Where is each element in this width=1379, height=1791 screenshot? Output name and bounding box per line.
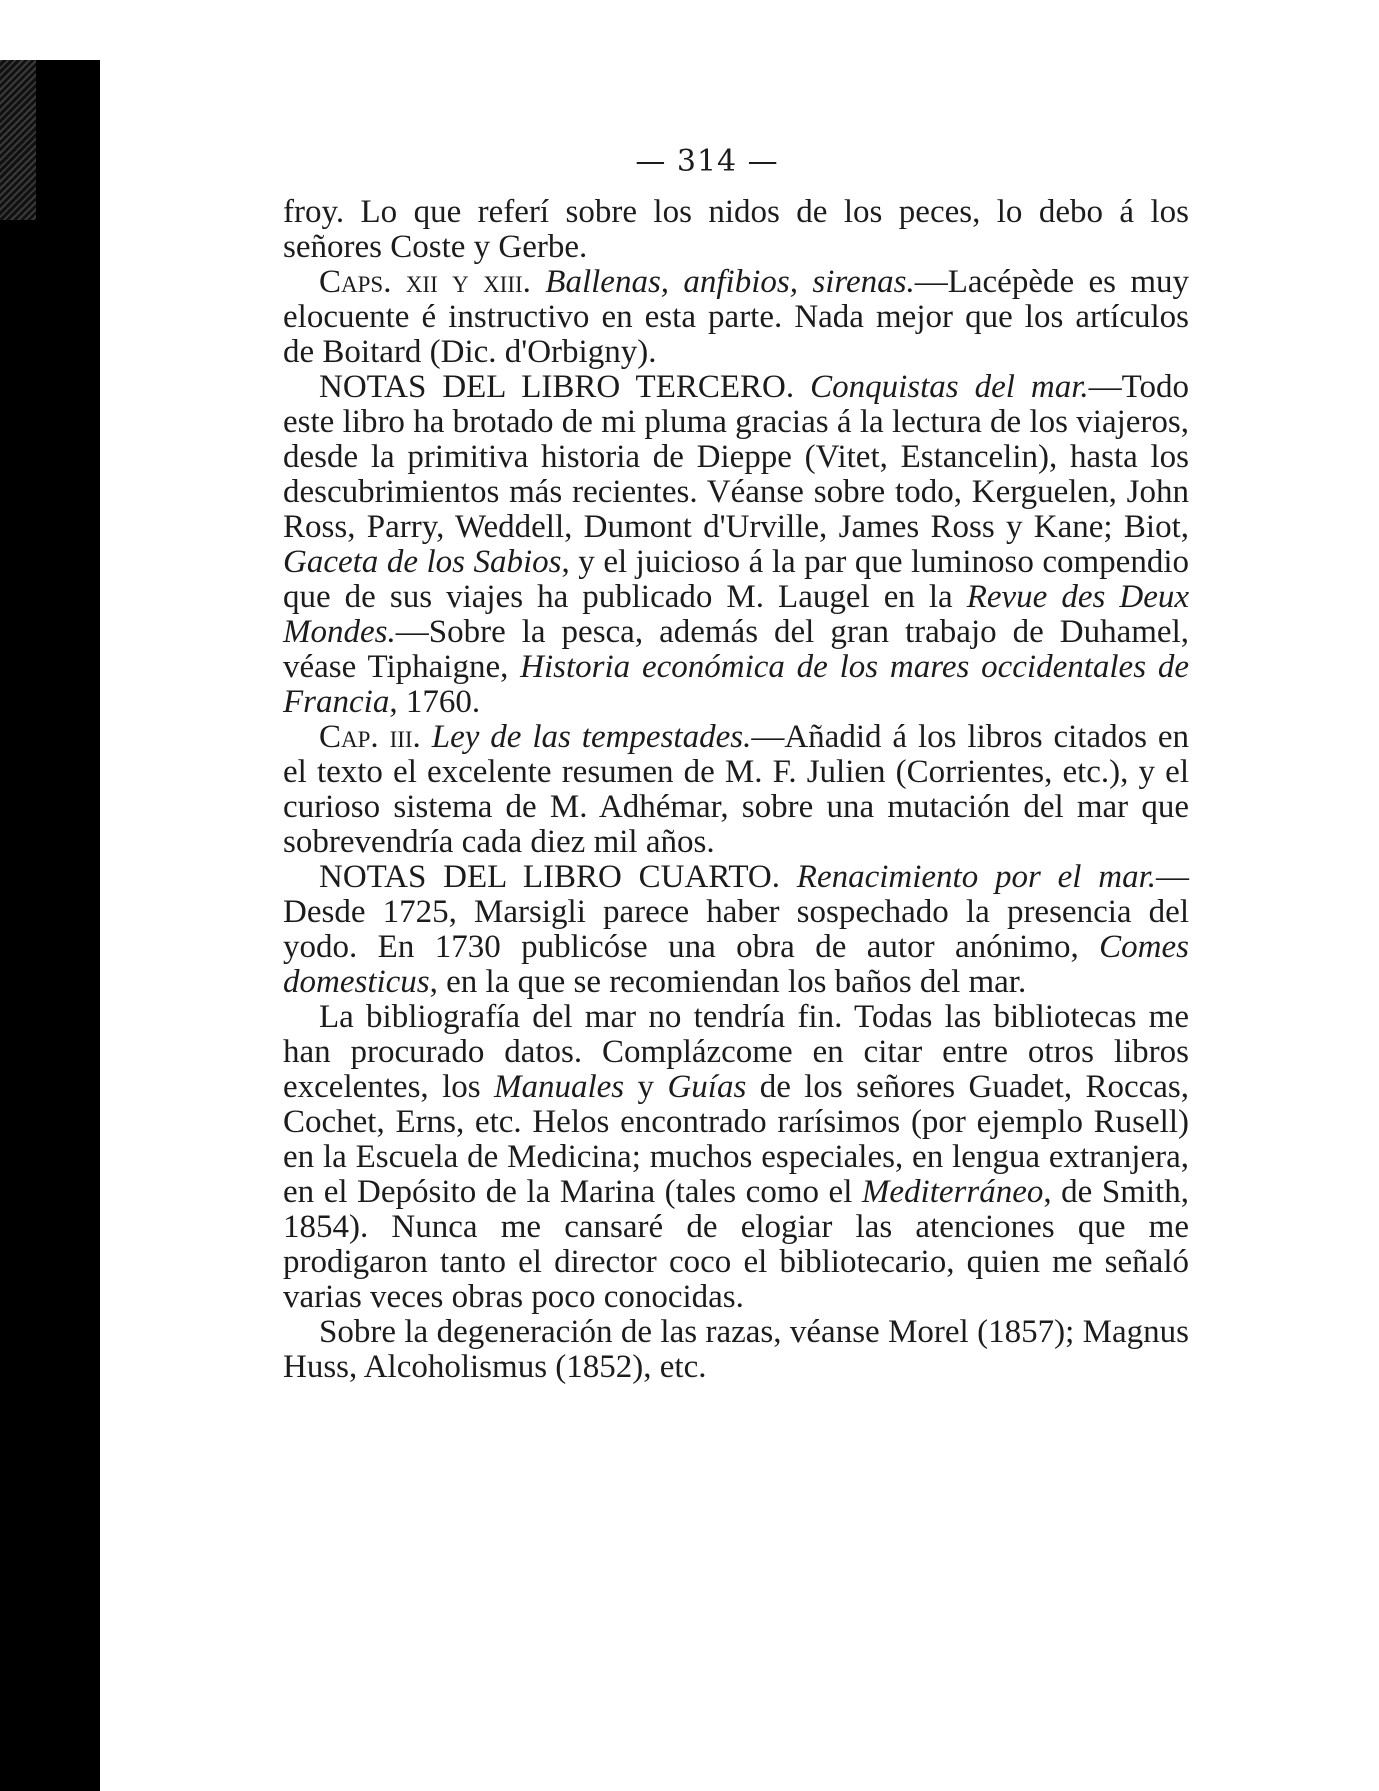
- text-run: , en la que se recomiendan los baños del mar.: [429, 964, 1027, 1000]
- text-run: Manuales: [493, 1069, 625, 1105]
- text-run: froy. Lo que referí sobre los nidos de los peces, lo debo á los señores Coste y Gerbe.: [283, 194, 1189, 265]
- paragraph-1: [283, 195, 1189, 265]
- binding-edge: [0, 60, 100, 1791]
- text-run: —Añadid á los libros citados en el texto el excelente resumen de M. F. Julien (Corrientes, etc.), y el curioso sistema de M. Adhémar, sobre una mutación del mar que sobrevendría cada diez mil años.: [283, 719, 1190, 860]
- paragraph-4: [283, 720, 1189, 860]
- text-run: Comes domesticus: [283, 929, 1189, 1000]
- text-run: Ley de las tempestades.: [431, 719, 752, 755]
- text-run: , y el juicioso á la par que luminoso compendio que de sus viajes ha publicado M. Laugel en la: [283, 544, 1189, 615]
- text-run: Ballenas, anfibios, sirenas.: [545, 264, 915, 300]
- text-run: , de Smith, 1854). Nunca me cansaré de elogiar las atenciones que me prodigaron tanto el director coco el bibliotecario, quien me señaló varias veces obras poco conocidas.: [283, 1174, 1189, 1315]
- paragraph-6: [283, 1000, 1189, 1315]
- text-run: [421, 719, 432, 755]
- text-run: —Todo este libro ha brotado de mi pluma gracias á la lectura de los viajeros, desde la primitiva historia de Dieppe (Vitet, Estancelin), hasta los descubrimientos más recientes. Véanse sobre todo, Kerguelen, John Ross, Parry, Weddell, Dumont d'Urville, James Ross y Kane; Biot,: [283, 369, 1189, 545]
- text-run: Caps. xii y xiii.: [319, 264, 531, 300]
- paragraph-3: [283, 370, 1189, 720]
- text-run: Gaceta de los Sabios: [283, 544, 562, 580]
- text-run: —Sobre la pesca, además del gran trabajo de Duhamel, véase Tiphaigne,: [283, 614, 1189, 685]
- text-run: La bibliografía del mar no tendría fin. Todas las bibliotecas me han procurado datos. Complázcome en citar entre otros libros excelentes, los: [283, 999, 1189, 1105]
- text-run: Revue des Deux Mondes.: [283, 579, 1189, 650]
- paragraph-5: [283, 860, 1189, 1000]
- text-run: Historia económica de los mares occidentales de Francia: [283, 649, 1189, 720]
- page-number: — 314 —: [635, 144, 779, 179]
- text-run: y: [624, 1069, 668, 1105]
- text-run: Sobre la degeneración de las razas, véanse Morel (1857); Magnus Huss, Alcoholismus (1852), etc.: [283, 1314, 1189, 1385]
- text-run: NOTAS DEL LIBRO CUARTO.: [319, 859, 797, 895]
- text-run: —Desde 1725, Marsigli parece haber sospechado la presencia del yodo. En 1730 publicóse una obra de autor anónimo,: [283, 859, 1189, 965]
- paragraph-7: [283, 1315, 1189, 1385]
- text-run: Mediterráneo: [861, 1174, 1044, 1210]
- text-run: Conquistas del mar.: [810, 369, 1089, 405]
- text-run: [531, 264, 545, 300]
- paragraph-2: [283, 265, 1189, 370]
- text-run: Cap. iii.: [319, 719, 421, 755]
- text-run: de los señores Guadet, Roccas, Cochet, Erns, etc. Helos encontrado rarísimos (por ejemplo Rusell) en la Escuela de Medicina; muchos especiales, en lengua extranjera, en el Depósito de la Marina (tales como el: [283, 1069, 1190, 1210]
- body-text: [283, 195, 1189, 1385]
- text-run: Guías: [667, 1069, 747, 1105]
- text-run: —Lacépède es muy elocuente é instructivo en esta parte. Nada mejor que los artículos de Boitard (Dic. d'Orbigny).: [283, 264, 1189, 370]
- text-run: Renacimiento por el mar.: [796, 859, 1156, 895]
- text-run: NOTAS DEL LIBRO TERCERO.: [319, 369, 811, 405]
- text-run: , 1760.: [389, 684, 481, 720]
